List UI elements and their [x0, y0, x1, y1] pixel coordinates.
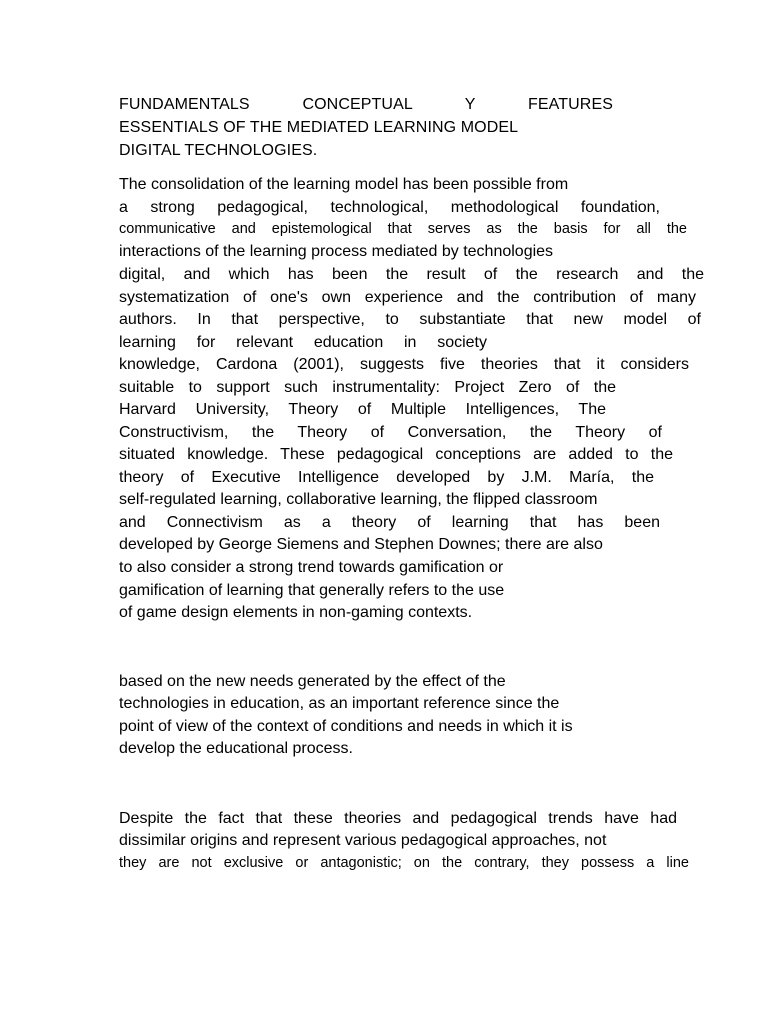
- paragraph-1-line: digital, and which has been the result of the research and the: [119, 266, 704, 283]
- paragraph-3-line: dissimilar origins and represent various pedagogical approaches, not: [119, 832, 607, 849]
- paragraph-1-line: and Connectivism as a theory of learning that has been: [119, 514, 660, 531]
- paragraph-1-line: systematization of one's own experience and the contribution of many: [119, 289, 696, 306]
- paragraph-1-line: developed by George Siemens and Stephen Downes; there are also: [119, 536, 603, 553]
- paragraph-1-line: The consolidation of the learning model has been possible from: [119, 176, 569, 193]
- paragraph-1-line: communicative and epistemological that serves as the basis for all the: [119, 221, 687, 237]
- paragraph-1-line: learning for relevant education in society: [119, 334, 487, 351]
- document-title-line: FUNDAMENTALS CONCEPTUAL Y FEATURES: [119, 96, 613, 113]
- paragraph-2-line: technologies in education, as an important reference since the: [119, 695, 560, 712]
- paragraph-1-line: of game design elements in non-gaming contexts.: [119, 604, 473, 621]
- paragraph-2-line: based on the new needs generated by the effect of the: [119, 673, 506, 690]
- paragraph-2-line: point of view of the context of conditions and needs in which it is: [119, 718, 573, 735]
- paragraph-2-line: develop the educational process.: [119, 740, 353, 757]
- paragraph-1-line: self-regulated learning, collaborative learning, the flipped classroom: [119, 491, 598, 508]
- paragraph-1-line: interactions of the learning process mediated by technologies: [119, 243, 554, 260]
- paragraph-3-line: they are not exclusive or antagonistic; on the contrary, they possess a line: [119, 855, 689, 871]
- paragraph-3-line: Despite the fact that these theories and pedagogical trends have had: [119, 810, 677, 827]
- paragraph-1-line: authors. In that perspective, to substantiate that new model of: [119, 311, 701, 328]
- document-title-line: ESSENTIALS OF THE MEDIATED LEARNING MODEL: [119, 119, 519, 136]
- paragraph-1-line: situated knowledge. These pedagogical conceptions are added to the: [119, 446, 673, 463]
- paragraph-1-line: gamification of learning that generally refers to the use: [119, 582, 505, 599]
- document-title-line: DIGITAL TECHNOLOGIES.: [119, 142, 318, 159]
- paragraph-1-line: to also consider a strong trend towards gamification or: [119, 559, 504, 576]
- paragraph-1-line: a strong pedagogical, technological, methodological foundation,: [119, 199, 660, 216]
- paragraph-1-line: knowledge, Cardona (2001), suggests five theories that it considers: [119, 356, 689, 373]
- paragraph-1-line: Harvard University, Theory of Multiple Intelligences, The: [119, 401, 606, 418]
- paragraph-1-line: theory of Executive Intelligence developed by J.M. María, the: [119, 469, 654, 486]
- paragraph-1-line: suitable to support such instrumentality: Project Zero of the: [119, 379, 616, 396]
- paragraph-1-line: Constructivism, the Theory of Conversation, the Theory of: [119, 424, 662, 441]
